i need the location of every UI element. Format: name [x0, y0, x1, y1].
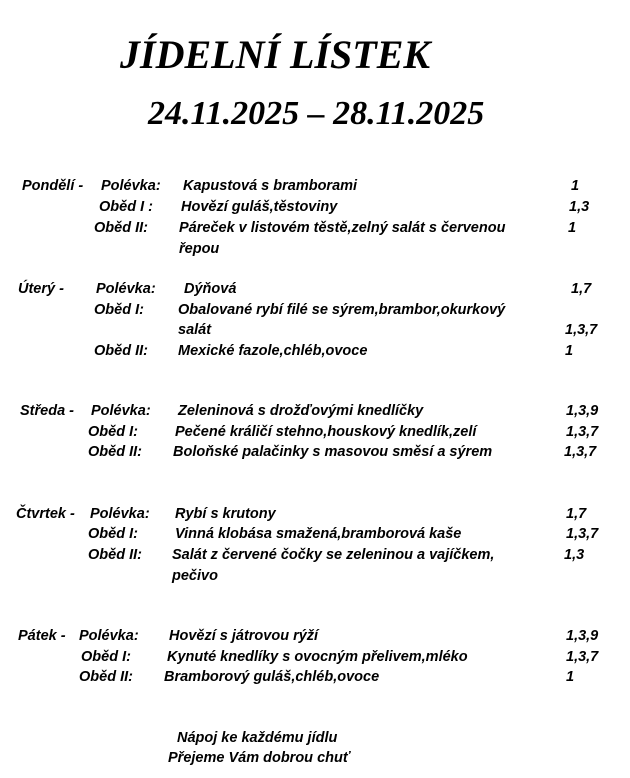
dish-text: Bramborový guláš,chléb,ovoce: [164, 669, 380, 685]
allergen-codes: 1,7: [571, 281, 592, 297]
course-label: Oběd I:: [81, 649, 131, 665]
course-label: Oběd II:: [94, 220, 148, 236]
drink-note: Nápoj ke každému jídlu: [177, 730, 338, 746]
dish-text: Pečené králičí stehno,houskový knedlík,zelí: [175, 424, 477, 440]
day-label: Pátek -: [18, 628, 66, 644]
dish-text: Dýňová: [184, 281, 237, 297]
allergen-codes: 1,3,9: [566, 628, 599, 644]
dish-text: Vinná klobása smažená,bramborová kaše: [175, 526, 462, 542]
day-label: Středa -: [20, 403, 74, 419]
dish-text: Hovězí s játrovou rýží: [169, 628, 319, 644]
day-label: Čtvrtek -: [16, 506, 75, 522]
page-title: JÍDELNÍ LÍSTEK: [120, 32, 431, 77]
course-label: Oběd I:: [88, 526, 138, 542]
allergen-codes: 1,3,7: [566, 649, 599, 665]
course-label: Polévka:: [90, 506, 150, 522]
course-label: Polévka:: [79, 628, 139, 644]
allergen-codes: 1,3,7: [566, 424, 599, 440]
dish-text: Kapustová s bramborami: [183, 178, 358, 194]
allergen-codes: 1,3,7: [565, 322, 598, 338]
allergen-codes: 1: [565, 343, 574, 359]
course-label: Polévka:: [91, 403, 151, 419]
dish-text: Zeleninová s drožďovými knedlíčky: [178, 403, 424, 419]
course-label: Oběd I:: [94, 302, 144, 318]
allergen-codes: 1,3,9: [566, 403, 599, 419]
allergen-codes: 1,3: [569, 199, 590, 215]
greeting-note: Přejeme Vám dobrou chuť: [168, 750, 350, 766]
allergen-codes: 1,3: [564, 547, 585, 563]
dish-text: salát: [178, 322, 212, 338]
course-label: Oběd II:: [94, 343, 148, 359]
day-label: Úterý -: [18, 281, 64, 297]
dish-text: Salát z červené čočky se zeleninou a vajíčkem,: [172, 547, 495, 563]
allergen-codes: 1: [568, 220, 577, 236]
allergen-codes: 1,3,7: [566, 526, 599, 542]
course-label: Polévka:: [96, 281, 156, 297]
course-label: Oběd II:: [88, 547, 142, 563]
day-label: Pondělí -: [22, 178, 84, 194]
course-label: Oběd I :: [99, 199, 153, 215]
dish-text: Rybí s krutony: [175, 506, 276, 522]
date-range: 24.11.2025 – 28.11.2025: [148, 95, 485, 132]
course-label: Oběd II:: [79, 669, 133, 685]
course-label: Oběd I:: [88, 424, 138, 440]
dish-text: Páreček v listovém těstě,zelný salát s červenou: [179, 220, 506, 236]
dish-text: pečivo: [172, 568, 218, 584]
course-label: Polévka:: [101, 178, 161, 194]
allergen-codes: 1: [571, 178, 580, 194]
dish-text: Hovězí guláš,těstoviny: [181, 199, 338, 215]
dish-text: Kynuté knedlíky s ovocným přelivem,mléko: [167, 649, 468, 665]
dish-text: Obalované rybí filé se sýrem,brambor,okurkový: [178, 302, 506, 318]
allergen-codes: 1,3,7: [564, 444, 597, 460]
dish-text: Boloňské palačinky s masovou směsí a sýrem: [173, 444, 493, 460]
allergen-codes: 1: [566, 669, 575, 685]
dish-text: Mexické fazole,chléb,ovoce: [178, 343, 368, 359]
allergen-codes: 1,7: [566, 506, 587, 522]
course-label: Oběd II:: [88, 444, 142, 460]
dish-text: řepou: [179, 241, 220, 257]
